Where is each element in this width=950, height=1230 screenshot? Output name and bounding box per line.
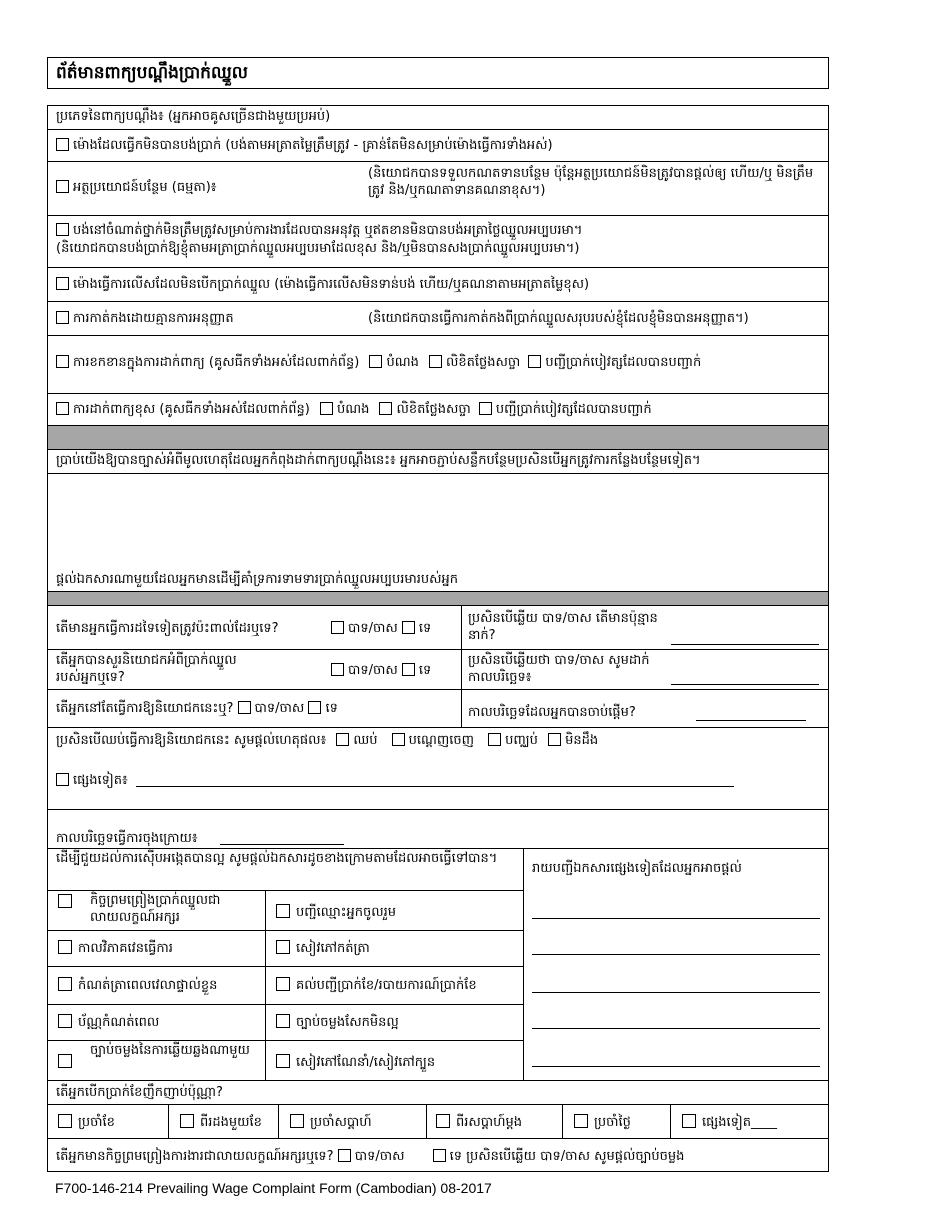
q-contacted-row: តើអ្នកបានសួរនិយោជកអំពីប្រាក់ឈ្នួលរបស់អ្នកឬទេ? បាទ/ចាស ទេ ប្រសិនបើឆ្លើយថា បាទ/ចាស សូមដាក់កាលបរិច្ឆេទ៖ [48,650,828,690]
checkbox-yes[interactable] [331,621,344,634]
q-others-row: តើមានអ្នកធ្វើការដទៃទៀតត្រូវប៉ះពាល់ដែរឬទេ? បាទ/ចាស ទេ ប្រសិនបើឆ្លើយ បាទ/ចាស តើមានប៉ុន្មាននាក់? [48,606,828,650]
form-title: ព័ត៌មានពាក្យបណ្ដឹងប្រាក់ឈ្នួល [47,57,829,89]
checkbox[interactable] [58,1054,72,1068]
checkbox[interactable] [56,311,69,324]
documents-section: ដើម្បីជួយដល់ការស៊ើបអង្កេតបានល្អ សូមផ្ដល់ឯកសារដូចខាងក្រោមតាមដែលអាចធ្វើទៅបាន។ រាយបញ្ជីឯកសារផ្សេងទៀតដែលអ្នកអាចផ្ដល់ កិច្ចព្រមព្រៀងប្រាក់ឈ្នួលជាលាយលក្ខណ៍អក្សរ បញ្ជីឈ្មោះអ្នកចូលរួម កាលវិភាគវេនធ្វើការ សៀវភៅកត់ត្រា កំណត់ត្រាពេលវេលាផ្ទាល់ខ្លួន គល់បញ្ជីប្រាក់ខែ/របាយការណ៍ប្រាក់ខែ ប័ណ្ណកំណត់ពេល ច្បាប់ចម្លងសែកមិនល្អ ច្បាប់ចម្លងនៃការឆ្លើយឆ្លងណាមួយ សៀវភៅណែនាំ/សៀវភៅក្បួន តើអ្នកបើកប្រាក់ខែញឹកញាប់ប៉ុណ្ណា? ប្រចាំខែ ពីរដងមួយខែ ប្រចាំសប្ដាហ៍ ពីរសប្ដាហ៍ម្ដង ប្រចាំថ្ងៃ ផ្សេងទៀត____ [48,848,828,1150]
checkbox[interactable] [56,223,69,236]
tell-us-prompt: ប្រាប់យើងឱ្យបានច្បាស់អំពីមូលហេតុដែលអ្នកកំពុងដាក់ពាក្យបណ្ដឹងនេះ៖ អ្នកអាចភ្ជាប់សន្លឹកបន្ថែមប្រសិនបើអ្នកត្រូវការកន្លែងបន្ថែមទៀត។ [48,450,828,474]
checkbox-no[interactable] [308,701,321,714]
other-reason-line[interactable] [136,786,734,787]
checkbox[interactable] [58,977,72,991]
last-date-line[interactable] [220,844,344,845]
last-date-row: កាលបរិច្ឆេទធ្វើការចុងក្រោយ៖ [48,810,828,848]
complaint-types-header: ប្រភេទនៃពាក្យបណ្ដឹង៖ (អ្នកអាចគូសច្រើនជាងមួយប្រអប់) [48,106,828,130]
checkbox-no[interactable] [402,621,415,634]
checkbox[interactable] [276,1014,290,1028]
type-unpaid-hours: ម៉ោងដែលធ្វើកមិនបានបង់ប្រាក់ (បង់តាមអត្រាតម្លៃត្រឹមត្រូវ - គ្រាន់តែមិនសម្រាប់ម៉ោងធ្វើការទាំងអស់) [48,130,828,162]
form-footer: F700-146-214 Prevailing Wage Complaint Form (Cambodian) 08-2017 [55,1180,492,1196]
q-not-reason-row: ប្រសិនបើឈប់ធ្វើការឱ្យនិយោជកនេះ សូមផ្ដល់ហេតុផល៖ ឈប់ បណ្ដេញចេញ បញ្ឈប់ មិនដឹង ផ្សេងទៀត៖ [48,728,828,810]
answer-line[interactable] [671,684,819,685]
checkbox[interactable] [58,1014,72,1028]
checkbox-daily[interactable] [574,1114,588,1128]
type-misclassification: បង់នៅចំណាត់ថ្នាក់មិនត្រឹមត្រូវសម្រាប់ការងារដែលបានអនុវត្ត ឬឥតខានមិនបានបង់អត្រាថ្លៃឈ្នួលអប្បបរមា។ (និយោជកបានបង់ប្រាក់ឱ្យខ្ញុំតាមអត្រាប្រាក់ឈ្នួលអប្បបរមាដែលខុស និង/ឬមិនបានសងប្រាក់ឈ្នួលអប្បបរមា។) [48,216,828,268]
checkbox[interactable] [56,138,69,151]
other-doc-line[interactable] [532,992,820,993]
checkbox[interactable] [528,355,541,368]
checkbox[interactable] [56,277,69,290]
checkbox[interactable] [56,402,69,415]
checkbox-laidoff[interactable] [488,733,501,746]
checkbox-other[interactable] [56,773,69,786]
checkbox[interactable] [276,1054,290,1068]
checkbox[interactable] [58,894,72,908]
explanation-area[interactable]: ផ្ដល់ឯកសារណាមួយដែលអ្នកមានដើម្បីគាំទ្រការទាមទារប្រាក់ឈ្នួលអប្បបរមារបស់អ្នក [48,474,828,592]
q-still-row: តើអ្នកនៅតែធ្វើការឱ្យនិយោជកនេះឬ? បាទ/ចាស ទេ កាលបរិច្ឆេទដែលអ្នកបានចាប់ផ្ដើម? [48,690,828,728]
checkbox[interactable] [56,355,69,368]
type-failure-to-file: ការខកខានក្នុងការដាក់ពាក្យ (គូសធីកទាំងអស់ដែលពាក់ព័ន្ធ) បំណង លិខិតថ្លែងសច្ចា បញ្ជីប្រាក់បៀវត្សដែលបានបញ្ជាក់ [48,336,828,394]
checkbox[interactable] [276,940,290,954]
checkbox[interactable] [429,355,442,368]
checkbox-unknown[interactable] [548,733,561,746]
checkbox[interactable] [479,402,492,415]
type-deductions: ការកាត់កងដោយគ្មានការអនុញ្ញាត (និយោជកបានធ្វើការកាត់កងពីប្រាក់ឈ្នួលសរុបរបស់ខ្ញុំដែលខ្ញុំមិនបានអនុញ្ញាត។) [48,302,828,336]
checkbox[interactable] [276,904,290,918]
checkbox-yes[interactable] [338,1149,351,1162]
checkbox-yes[interactable] [238,701,251,714]
checkbox-twice-month[interactable] [180,1114,194,1128]
checkbox-monthly[interactable] [58,1114,72,1128]
complaint-form [47,105,829,1172]
checkbox[interactable] [320,402,333,415]
checkbox-biweekly[interactable] [436,1114,450,1128]
type-fringe-benefits: អត្ថប្រយោជន៍បន្ថែម (ធម្មតា)៖ (និយោជកបានទទួលកណតទានបន្ថែម ប៉ុន្តែអត្ថប្រយោជន៍មិនត្រូវបានផ្ដល់ឲ្យ ហើយ/ឬ មិនត្រឹមត្រូវ និង/ឬកណតាទានគណនាខុស។) [48,162,828,216]
checkbox-no[interactable] [433,1149,446,1162]
start-date-line[interactable] [696,720,806,721]
type-overtime: ម៉ោងធ្វើការលើសដែលមិនបើកប្រាក់ឈ្នួល (ម៉ោងធ្វើការលើសមិនទាន់បង់ ហើយ/ឬគណនាតាមអត្រាតម្លៃខុស) [48,268,828,302]
checkbox[interactable] [56,180,69,193]
checkbox-quit[interactable] [336,733,349,746]
checkbox[interactable] [379,402,392,415]
checkbox-yes[interactable] [331,663,344,676]
other-doc-line[interactable] [532,954,820,955]
checkbox-weekly[interactable] [290,1114,304,1128]
checkbox[interactable] [58,940,72,954]
checkbox-no[interactable] [402,663,415,676]
type-false-filing: ការដាក់ពាក្យខុស (គូសធីកទាំងអស់ដែលពាក់ព័ន្ធ) បំណង លិខិតថ្លែងសច្ចា បញ្ជីប្រាក់បៀវត្សដែលបានបញ្ជាក់ [48,394,828,426]
checkbox-fired[interactable] [392,733,405,746]
other-doc-line[interactable] [532,918,820,919]
grey-divider [48,426,828,450]
checkbox-other-freq[interactable] [682,1114,696,1128]
checkbox[interactable] [369,355,382,368]
other-doc-line[interactable] [532,1066,820,1067]
answer-line[interactable] [671,644,819,645]
grey-divider [48,592,828,606]
q-written-row: តើអ្នកមានកិច្ចព្រមព្រៀងការងារជាលាយលក្ខណ៍អក្សរឬទេ? បាទ/ចាស ទេ ប្រសិនបើឆ្លើយ បាទ/ចាស សូមផ្ដល់ច្បាប់ចម្លង [56,1149,685,1164]
other-doc-line[interactable] [532,1028,820,1029]
checkbox[interactable] [276,977,290,991]
